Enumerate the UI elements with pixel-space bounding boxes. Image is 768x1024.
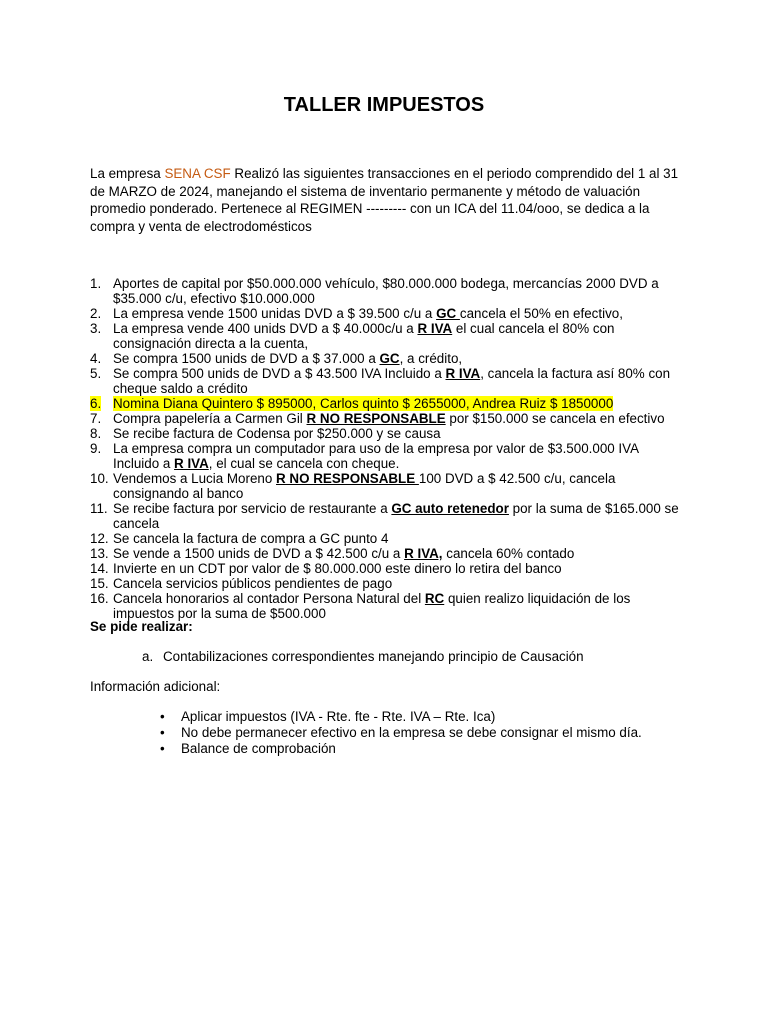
task-text: Contabilizaciones correspondientes manejando principio de Causación	[163, 649, 584, 664]
bullet-item	[160, 725, 642, 740]
list-item	[90, 591, 680, 621]
item-text: Se vende a 1500 unids de DVD a $ 42.500 c/u a	[113, 546, 405, 561]
list-item	[90, 441, 680, 471]
item-number: 16.	[90, 591, 109, 606]
item-number: 2.	[90, 306, 102, 321]
bullet-text: Balance de comprobación	[181, 741, 336, 756]
item-emphasis: R IVA	[174, 456, 209, 471]
item-text: Se compra 500 unids de DVD a $ 43.500 IVA Incluido a	[113, 366, 446, 381]
item-text-rest: cancela el 50% en efectivo,	[459, 306, 623, 321]
item-number: 1.	[90, 276, 102, 291]
item-number: 6.	[90, 396, 102, 411]
item-emphasis: R IVA	[417, 321, 453, 336]
item-number: 9.	[90, 441, 102, 456]
item-text-rest: por $150.000 se cancela en efectivo	[445, 411, 665, 426]
intro-text: Realizó las siguientes transacciones en el periodo comprendido del 1 al 31 de MARZO de 2024, manejando el sistema de inventario permanente y método de valuación promedio ponderado. Pertenece al REGIMEN --------- con un ICA del 11.04/ooo, se dedica a la compra y venta de electrodomésticos	[90, 166, 679, 234]
item-number: 5.	[90, 366, 102, 381]
item-text: Nomina Diana Quintero $ 895000, Carlos quinto $ 2655000, Andrea Ruiz $ 1850000	[113, 396, 614, 411]
list-item	[90, 471, 680, 501]
item-number: 11.	[90, 501, 108, 516]
item-number: 14.	[90, 561, 109, 576]
item-emphasis: R NO RESPONSABLE	[306, 411, 446, 426]
item-number: 15.	[90, 576, 109, 591]
item-text: Aportes de capital por $50.000.000 vehículo, $80.000.000 bodega, mercancías 2000 DVD a $35.000 c/u, efectivo $10.000.000	[113, 276, 659, 306]
intro-paragraph	[90, 165, 690, 235]
item-text-rest: , el cual se cancela con cheque.	[208, 456, 400, 471]
item-emphasis: R NO RESPONSABLE	[276, 471, 419, 486]
list-item	[90, 306, 680, 321]
item-emphasis: R IVA	[445, 366, 481, 381]
item-number: 12.	[90, 531, 109, 546]
item-number: 8.	[90, 426, 102, 441]
bullet-text: No debe permanecer efectivo en la empresa se debe consignar el mismo día.	[181, 725, 642, 740]
task-letter: a.	[142, 649, 154, 664]
item-text-rest: , a crédito,	[399, 351, 463, 366]
item-text: Se recibe factura de Codensa por $250.000 y se causa	[113, 426, 441, 441]
item-emphasis: R IVA,	[404, 546, 443, 561]
list-item-highlighted	[90, 396, 680, 411]
list-item	[90, 531, 680, 546]
list-item	[90, 366, 680, 396]
item-number: 10.	[90, 471, 109, 486]
item-text: Se cancela la factura de compra a GC punto 4	[113, 531, 389, 546]
list-item	[90, 321, 680, 351]
item-text: Compra papelería a Carmen Gil	[113, 411, 307, 426]
list-item	[90, 351, 680, 366]
item-text: La empresa vende 1500 unidas DVD a $ 39.500 c/u a	[113, 306, 437, 321]
list-item	[90, 501, 680, 531]
list-item	[90, 426, 680, 441]
item-text: Se recibe factura por servicio de restaurante a	[113, 501, 392, 516]
item-text-rest: cancela 60% contado	[442, 546, 575, 561]
bullet-icon: •	[160, 709, 165, 724]
item-text-rest: quien realizo liquidación de los impuestos por la suma de $500.000	[113, 591, 631, 621]
item-number: 3.	[90, 321, 102, 336]
item-number: 13.	[90, 546, 109, 561]
list-item	[90, 576, 680, 591]
item-text-rest: el cual cancela el 80% con consignación directa a la cuenta,	[113, 321, 615, 351]
item-text: Vendemos a Lucia Moreno	[113, 471, 277, 486]
se-pide-heading: Se pide realizar:	[90, 619, 193, 634]
item-emphasis: RC	[424, 591, 445, 606]
task-item	[142, 649, 584, 664]
company-name: SENA CSF	[164, 166, 231, 181]
item-text: La empresa vende 400 unids DVD a $ 40.000c/u a	[113, 321, 418, 336]
item-number: 7.	[90, 411, 102, 426]
bullet-text: Aplicar impuestos (IVA - Rte. fte - Rte. IVA – Rte. Ica)	[181, 709, 496, 724]
document-title: TALLER IMPUESTOS	[283, 94, 485, 116]
item-text: Se compra 1500 unids de DVD a $ 37.000 a	[113, 351, 380, 366]
list-item	[90, 411, 680, 426]
list-item	[90, 546, 680, 561]
item-text-rest: por la suma de $165.000 se cancela	[113, 501, 679, 531]
item-text-rest: 100 DVD a $ 42.500 c/u, cancela consignando al banco	[113, 471, 616, 501]
info-bullet-list	[160, 709, 642, 757]
bullet-icon: •	[160, 741, 165, 756]
item-number: 4.	[90, 351, 102, 366]
transactions-list	[90, 276, 680, 621]
item-text: Cancela servicios públicos pendientes de pago	[113, 576, 393, 591]
list-item	[90, 276, 680, 306]
item-emphasis: GC auto retenedor	[391, 501, 509, 516]
list-item	[90, 561, 680, 576]
item-text: Invierte en un CDT por valor de $ 80.000.000 este dinero lo retira del banco	[113, 561, 562, 576]
item-text-rest: , cancela la factura así 80% con cheque saldo a crédito	[113, 366, 671, 396]
info-heading: Información adicional:	[90, 679, 221, 694]
item-emphasis: GC	[436, 306, 460, 321]
item-text: La empresa compra un computador para uso de la empresa por valor de $3.500.000 IVA Incluido a	[113, 441, 639, 471]
bullet-item	[160, 709, 642, 724]
bullet-icon: •	[160, 725, 165, 740]
item-emphasis: GC	[379, 351, 400, 366]
bullet-item	[160, 741, 642, 756]
item-text: Cancela honorarios al contador Persona Natural del	[113, 591, 425, 606]
intro-prefix: La empresa	[90, 166, 165, 181]
